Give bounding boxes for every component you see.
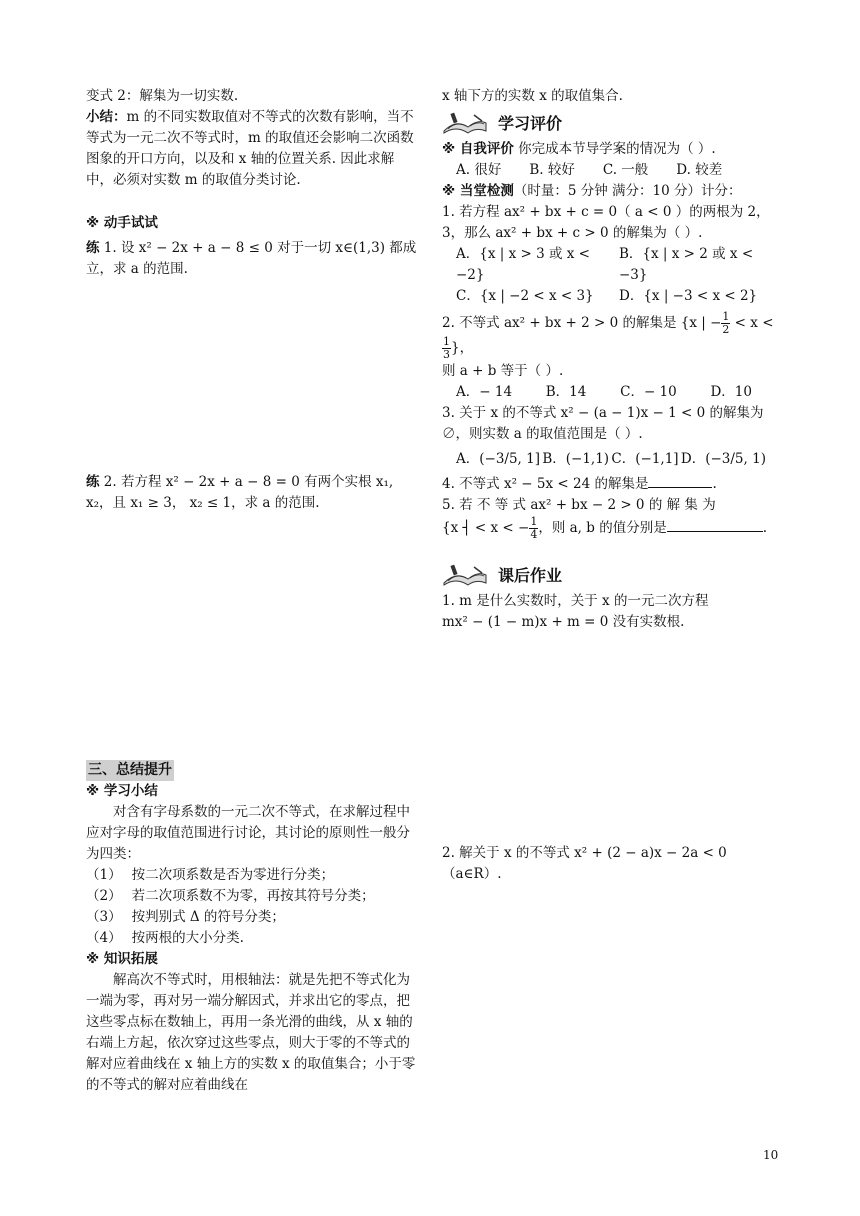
question-2-options (442, 382, 782, 403)
cases-list (86, 865, 421, 949)
summary-text: m 的不同实数取值对不等式的次数有影响，当不等式为一元二次不等式时，m 的取值还会影响二次函数图象的开口方向，以及和 x 轴的位置关系. 因此求解中，必须对实数 m 的取值分类讨论. (86, 109, 414, 188)
fraction (529, 516, 538, 541)
exercise-2 (86, 472, 421, 514)
case-text: 若二次项系数不为零，再按其符号分类； (131, 888, 375, 904)
fraction (442, 336, 451, 361)
exercise-2-label: 练 (86, 474, 100, 490)
q5-text: ，则 a, b 的值分别是 (538, 520, 667, 536)
option: B．(−1,1) (542, 451, 610, 467)
eval-title: 学习评价 (498, 113, 563, 133)
homework-header (442, 561, 782, 589)
question-3-options (442, 449, 782, 470)
exercise-2-text: 2. 若方程 x² − 2x + a − 8 = 0 有两个实根 x₁, x₂，且 x₁ ≥ 3， x₂ ≤ 1，求 a 的范围. (86, 474, 394, 511)
frac-num: 1 (722, 310, 730, 323)
option: D．(−3/5, 1) (680, 451, 766, 467)
homework-1: 1. m 是什么实数时，关于 x 的一元二次方程 (442, 593, 709, 609)
question-5-cont: {x ┤ < x < − $\frac{1}{4}$ ，则 a, b 的值分别是 . (442, 515, 767, 541)
answer-blank[interactable] (667, 531, 763, 532)
book-icon (442, 563, 488, 587)
option: D．10 (710, 384, 752, 400)
case-num: （2） (86, 888, 122, 904)
question-2-cont: 则 a + b 等于（ ）. (442, 363, 564, 379)
case-item (86, 928, 421, 949)
case-item (86, 865, 421, 886)
test-meta: （时量：5 分钟 满分：10 分）计分： (513, 183, 742, 199)
summary-paragraph (86, 107, 421, 191)
q2-text: 2. 不等式 ax² + bx + 2 > 0 的解集是 {x | − (442, 315, 722, 331)
option: A．− 14 (456, 384, 513, 400)
answer-blank[interactable] (648, 487, 712, 488)
frac-den: 3 (443, 348, 450, 361)
question-2 (442, 311, 782, 361)
case-text: 按二次项系数是否为零进行分类； (131, 867, 335, 883)
option: C．(−1,1] (611, 451, 679, 467)
homework-title: 课后作业 (498, 565, 563, 585)
option: B. 较好 (529, 162, 575, 178)
homework-2: 2. 解关于 x 的不等式 x² + (2 − a)x − 2a < 0（a∈R）. (442, 845, 727, 882)
eval-header (442, 109, 782, 137)
self-eval (442, 139, 782, 160)
book-icon (442, 111, 488, 135)
q2-text: < x < (730, 315, 774, 331)
option: C. 一般 (602, 162, 649, 178)
question-4: 4. 不等式 x² − 5x < 24 的解集是 . (442, 476, 717, 492)
option: D. 较差 (676, 162, 723, 178)
try-header: ※ 动手试试 (86, 215, 158, 231)
homework-1-eq: mx² − (1 − m)x + m = 0 没有实数根. (442, 614, 685, 630)
exercise-1 (86, 238, 421, 280)
case-text: 按两根的大小分类. (131, 930, 244, 946)
case-num: （1） (86, 867, 122, 883)
section-3 (86, 760, 421, 781)
question-1: 1. 若方程 ax² + bx + c = 0（ a < 0 ）的两根为 2，3，那么 ax² + bx + c > 0 的解集为（ ）. (442, 204, 770, 241)
exercise-1-text: 1. 设 x² − 2x + a − 8 ≤ 0 对于一切 x∈(1,3) 都成立，求 a 的范围. (86, 240, 417, 277)
question-1-options (442, 244, 782, 307)
continuation-text: x 轴下方的实数 x 的取值集合. (442, 88, 623, 104)
option: A．(−3/5, 1] (456, 451, 540, 467)
extension-text: 解高次不等式时，用根轴法：就是先把不等式化为一端为零，再对另一端分解因式，并求出它的零点，把这些零点标在数轴上，再用一条光滑的曲线，从 x 轴的右端上方起，依次穿过这些零点，则大于零的不等式的解对应着曲线在 x 轴上方的实数 x 的取值集合；小于零的不等式的解对应着曲线在 (86, 972, 416, 1093)
section-3-title: 三、总结提升 (86, 760, 174, 781)
variant-2: 变式 2：解集为一切实数. (86, 88, 239, 104)
option: D．{x | −3 < x < 2} (619, 288, 758, 304)
option: C．{x | −2 < x < 3} (456, 288, 594, 304)
extension-header: ※ 知识拓展 (86, 951, 158, 967)
case-num: （4） (86, 930, 122, 946)
question-3: 3. 关于 x 的不等式 x² − (a − 1)x − 1 < 0 的解集为 ∅，则实数 a 的取值范围是（ ）. (442, 405, 764, 442)
q5-text: {x ┤ < x < − (442, 520, 530, 536)
exercise-1-label: 练 (86, 240, 100, 256)
frac-den: 2 (722, 323, 730, 336)
test-label: ※ 当堂检测 (442, 183, 514, 199)
study-summary-text: 对含有字母系数的一元二次不等式，在求解过程中应对字母的取值范围进行讨论，其讨论的原则性一般分为四类： (86, 804, 410, 862)
question-5: 5. 若 不 等 式 ax² + bx − 2 > 0 的 解 集 为 (442, 497, 716, 513)
self-eval-options (442, 160, 782, 181)
case-item (86, 886, 421, 907)
study-summary-header: ※ 学习小结 (86, 783, 158, 799)
q2-text: }， (451, 340, 474, 356)
summary-label: 小结： (86, 109, 127, 125)
option: B．{x | x > 2 或 x < −3} (619, 246, 754, 283)
self-eval-label: ※ 自我评价 (442, 141, 514, 157)
q4-text: 4. 不等式 x² − 5x < 24 的解集是 (442, 476, 649, 492)
right-column (442, 86, 782, 885)
option: A. 很好 (456, 162, 502, 178)
option: B．14 (545, 384, 587, 400)
case-text: 按判别式 Δ 的符号分类； (131, 909, 285, 925)
frac-den: 4 (530, 528, 538, 541)
option: A．{x | x > 3 或 x < −2} (456, 246, 590, 283)
case-num: （3） (86, 909, 122, 925)
case-item (86, 907, 421, 928)
frac-num: 1 (530, 515, 538, 528)
self-eval-text: 你完成本节导学案的情况为（ ）. (518, 141, 716, 157)
option: C．− 10 (620, 384, 677, 400)
test-header (442, 181, 782, 202)
frac-num: 1 (443, 335, 450, 348)
left-column (86, 86, 421, 1096)
page-number: 10 (763, 1148, 779, 1162)
